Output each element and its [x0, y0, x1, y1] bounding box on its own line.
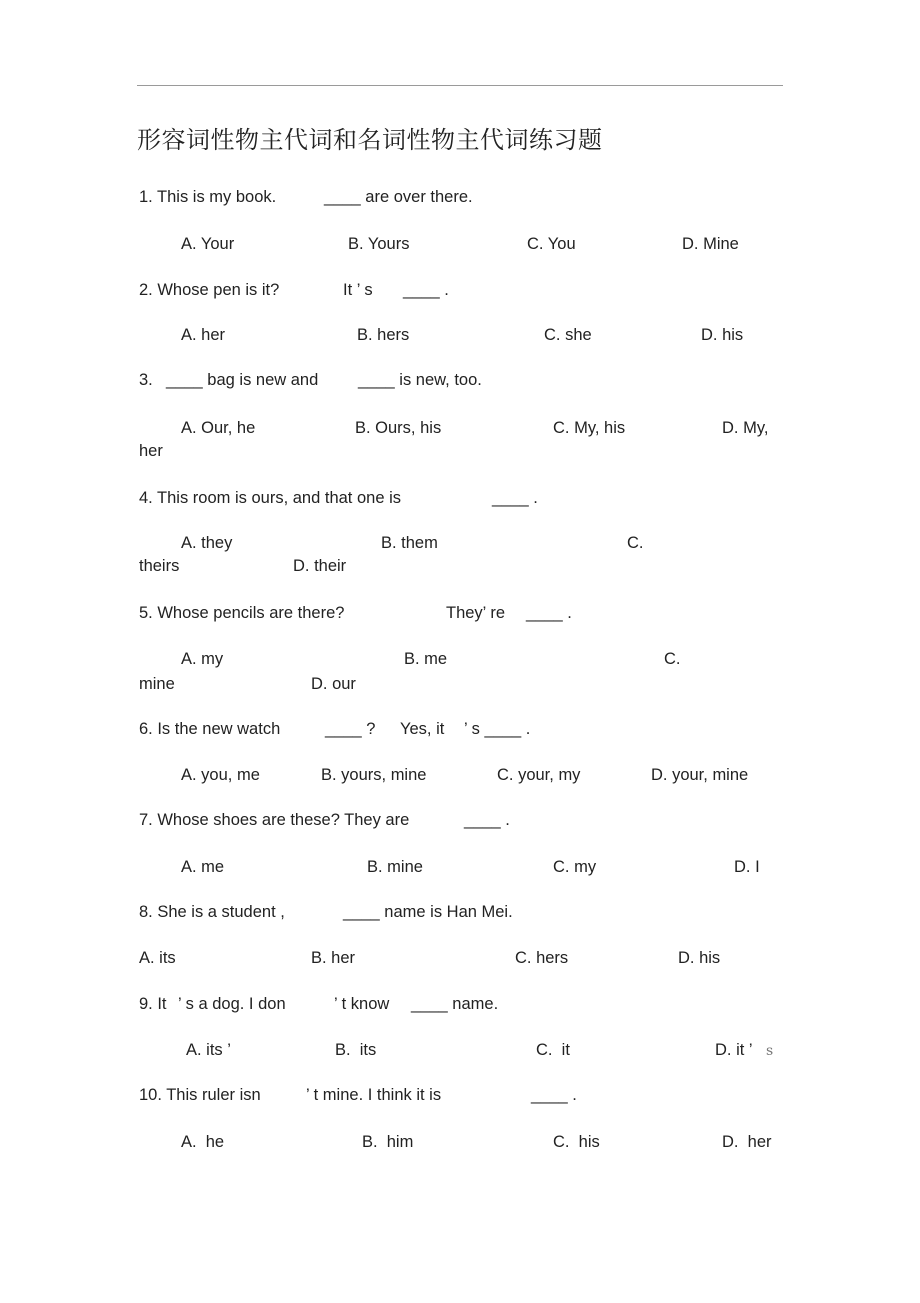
- question-6-option-c: C. your, my: [497, 766, 581, 784]
- question-8-option-b: B. her: [311, 949, 356, 967]
- question-6-text: 6. Is the new watch: [139, 720, 281, 738]
- question-1-option-d: D. Mine: [682, 235, 739, 253]
- question-6-answer-text: Yes, it: [400, 720, 445, 738]
- question-10-text: 10. This ruler isn: [139, 1086, 261, 1104]
- question-3-text: ____ bag is new and: [166, 371, 319, 389]
- question-9-number-text: 9. It: [139, 995, 167, 1013]
- question-4-option-c-continued: theirs: [139, 557, 180, 575]
- question-4-option-d: D. their: [293, 557, 347, 575]
- question-1-blank-text: ____ are over there.: [324, 188, 473, 206]
- question-2-text: 2. Whose pen is it?: [139, 281, 280, 299]
- page-title: 形容词性物主代词和名词性物主代词练习题: [137, 126, 603, 154]
- question-2-option-d: D. his: [701, 326, 744, 344]
- question-9-option-d: D. it ’: [715, 1041, 753, 1059]
- question-5-text: 5. Whose pencils are there?: [139, 604, 345, 622]
- question-4-blank: ____ .: [492, 489, 538, 507]
- question-8-option-c: C. hers: [515, 949, 569, 967]
- question-3-option-a: A. Our, he: [181, 419, 256, 437]
- question-3-option-d-continued: her: [139, 442, 163, 460]
- question-4-option-a: A. they: [181, 534, 233, 552]
- question-2-answer-text: It ’ s: [343, 281, 373, 299]
- question-8-text: 8. She is a student ,: [139, 903, 285, 921]
- question-10-blank: ____ .: [531, 1086, 577, 1104]
- question-9-option-c: C. it: [536, 1041, 570, 1059]
- question-2-option-b: B. hers: [357, 326, 410, 344]
- question-3-number: 3.: [139, 371, 153, 389]
- question-6-blank: ____ ?: [325, 720, 376, 738]
- question-9-option-b: B. its: [335, 1041, 377, 1059]
- question-1-option-a: A. Your: [181, 235, 235, 253]
- question-1-option-b: B. Yours: [348, 235, 410, 253]
- question-5-option-b: B. me: [404, 650, 448, 668]
- question-10-option-d: D. her: [722, 1133, 772, 1151]
- question-5-blank: ____ .: [526, 604, 572, 622]
- question-10-option-c: C. his: [553, 1133, 600, 1151]
- question-9-option-a: A. its ’: [186, 1041, 231, 1059]
- question-7-option-d: D. I: [734, 858, 760, 876]
- question-10-option-a: A. he: [181, 1133, 225, 1151]
- question-10-option-b: B. him: [362, 1133, 414, 1151]
- question-7-blank: ____ .: [464, 811, 510, 829]
- question-2-option-a: A. her: [181, 326, 226, 344]
- question-8-option-a: A. its: [139, 949, 176, 967]
- question-8-blank-text: ____ name is Han Mei.: [343, 903, 513, 921]
- question-9-text: ’ s a dog. I don: [178, 995, 286, 1013]
- question-6-option-d: D. your, mine: [651, 766, 749, 784]
- question-7-text: 7. Whose shoes are these? They are: [139, 811, 410, 829]
- question-4-text: 4. This room is ours, and that one is: [139, 489, 401, 507]
- question-3-blank-text: ____ is new, too.: [358, 371, 482, 389]
- question-2-blank: ____ .: [403, 281, 449, 299]
- question-4-option-b: B. them: [381, 534, 438, 552]
- question-9-text-continued: ’ t know: [334, 995, 390, 1013]
- question-4-option-c: C.: [627, 534, 644, 552]
- question-3-option-b: B. Ours, his: [355, 419, 442, 437]
- question-6-option-b: B. yours, mine: [321, 766, 427, 784]
- question-5-option-c: C.: [664, 650, 681, 668]
- question-9-option-d-suffix: s: [766, 1043, 774, 1059]
- question-9-blank-text: ____ name.: [411, 995, 499, 1013]
- question-7-option-b: B. mine: [367, 858, 423, 876]
- question-5-option-c-continued: mine: [139, 675, 175, 693]
- question-1-option-c: C. You: [527, 235, 576, 253]
- question-5-option-a: A. my: [181, 650, 224, 668]
- question-8-option-d: D. his: [678, 949, 721, 967]
- question-5-option-d: D. our: [311, 675, 356, 693]
- question-10-text-continued: ’ t mine. I think it is: [306, 1086, 442, 1104]
- question-3-option-c: C. My, his: [553, 419, 626, 437]
- question-6-option-a: A. you, me: [181, 766, 260, 784]
- header-rule: [137, 85, 783, 86]
- question-6-answer-blank: ’ s ____ .: [464, 720, 531, 738]
- question-2-option-c: C. she: [544, 326, 592, 344]
- question-7-option-a: A. me: [181, 858, 225, 876]
- question-5-answer-text: They’ re: [446, 604, 505, 622]
- question-3-option-d: D. My,: [722, 419, 769, 437]
- question-1-text: 1. This is my book.: [139, 188, 277, 206]
- question-7-option-c: C. my: [553, 858, 597, 876]
